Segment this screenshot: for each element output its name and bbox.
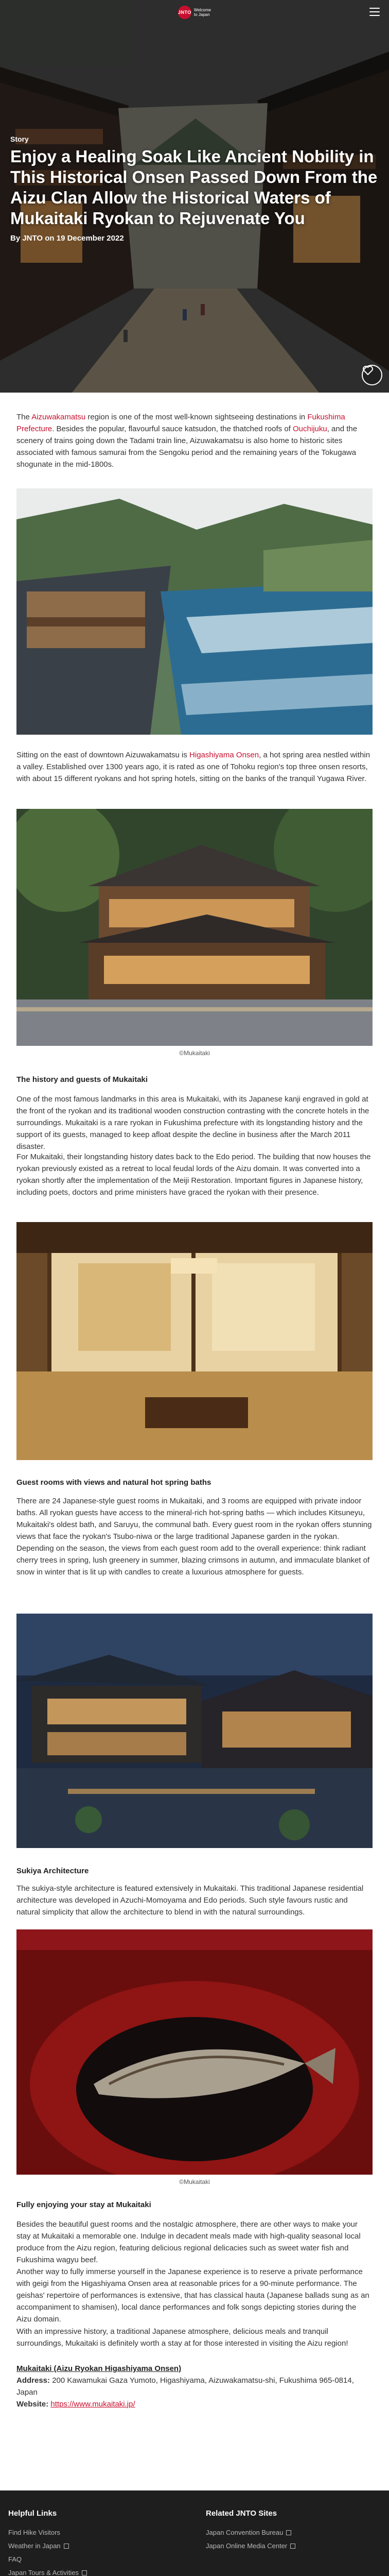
jnto-logo-icon: JNTO <box>178 6 191 19</box>
site-footer <box>0 2490 389 2576</box>
history-paragraph-2: For Mukaitaki, their longstanding history dates back to the Edo period. The building that now houses the ryokan previously existed as a retreat to local feudal lords of the Aizu domain. It was converted into a ryokan shortly after the implementation of the Meiji Restoration. Important figures in Japanese history, including poets, doctors and prime ministers have graced the ryokan with their presence. <box>16 1153 371 1197</box>
location-text-1: Sitting on the east of downtown Aizuwakamatsu is <box>16 751 190 759</box>
higashiyama-onsen-link[interactable]: Higashiyama Onsen <box>189 751 259 759</box>
enjoy-heading: Fully enjoying your stay at Mukaitaki <box>16 2200 151 2209</box>
enjoy-paragraph-3: With an impressive history, a traditional Japanese atmosphere, delicious meals and tranquil surroundings, Mukaitaki is definitely worth a stay at for those interested in visiting the Aizu region! <box>16 2327 348 2348</box>
related-link-0-label: Japan Convention Bureau <box>206 2529 284 2536</box>
ryokan-website <box>16 2398 373 2410</box>
bookmark-button[interactable] <box>362 365 382 385</box>
architecture-heading: Sukiya Architecture <box>16 1867 89 1875</box>
helpful-link-1[interactable] <box>8 2542 69 2550</box>
ouchijuku-link[interactable]: Ouchijuku <box>293 425 327 433</box>
rooms-heading: Guest rooms with views and natural hot spring baths <box>16 1478 211 1487</box>
related-link-1[interactable] <box>206 2542 295 2550</box>
address-value: 200 Kawamukai Gaza Yumoto, Higashiyama, Aizuwakamatsu-shi, Fukushima 965-0814, Japan <box>16 2376 354 2397</box>
address-label: Address: <box>16 2376 52 2385</box>
fukushima-prefecture-link[interactable]: Fukushima Prefecture <box>16 413 345 433</box>
location-text-2: , a hot spring area nestled within a valley. Established over 1300 years ago, it is rated as one of Tohoku region's top three onsen resorts, with about 15 different ryokans and hot spring hotels, sitting on the banks of the tranquil Yugawa River. <box>16 751 370 783</box>
logo-line-1: Welcome <box>193 8 211 12</box>
guest-room-photo <box>16 1222 373 1460</box>
ryokan-name: Mukaitaki (Aizu Ryokan Higashiyama Onsen) <box>16 2364 182 2373</box>
location-paragraph <box>16 749 373 785</box>
history-paragraph-1: One of the most famous landmarks in this area is Mukaitaki, with its Japanese kanji engraved in gold at the front of the ryokan and its traditional wooden construction contrasting with the concrete hotels in the surroundings. Mukaitaki is a rare ryokan in Fukushima prefecture with its longstanding history and the support of its guests, managed to keep afloat despite the decline in business after the March 2011 disaster. <box>16 1095 369 1151</box>
helpful-links-heading: Helpful Links <box>8 2509 57 2518</box>
helpful-link-2[interactable]: FAQ <box>8 2555 22 2563</box>
related-link-1-label: Japan Online Media Center <box>206 2542 288 2550</box>
intro-text-1: The <box>16 413 32 421</box>
related-sites-heading: Related JNTO Sites <box>206 2509 277 2518</box>
architecture-paragraph: The sukiya-style architecture is featured extensively in Mukaitaki. This traditional Japanese residential architecture was developed in Azuchi-Momoyama and Edo periods. Such style favours rustic and natural simplicity that allow the architecture to blend in with the natural surroundings. <box>16 1884 364 1917</box>
enjoy-paragraph-2: Another way to fully immerse yourself in the Japanese experience is to reserve a private performance with geigi from the Higashiyama Onsen area at reasonable prices for a 90-minute performance. The geishas' repertoire of performances is extensive, that has classical hauta (Japanese ballads sung as an accompaniment to shamisen), local dance performances and folk songs depicting stories during the Aizu domain. <box>16 2267 369 2324</box>
heart-icon <box>363 366 373 375</box>
page-title: Enjoy a Healing Soak Like Ancient Nobility in This Historical Onsen Passed Down From the Aizu Clan Allow the Historical Waters of Mukaitaki Ryokan to Rejuvenate You <box>10 147 378 228</box>
hero-banner <box>0 0 389 393</box>
history-heading: The history and guests of Mukaitaki <box>16 1075 148 1084</box>
ryokan-address <box>16 2375 373 2398</box>
article-byline: By JNTO on 19 December 2022 <box>10 234 124 243</box>
ryokan-info-box <box>16 2363 373 2410</box>
ryokan-night-photo <box>16 1614 373 1848</box>
hero-text <box>10 135 379 243</box>
external-link-icon <box>64 2544 69 2549</box>
intro-paragraph <box>16 411 373 470</box>
helpful-link-1-label: Weather in Japan <box>8 2542 61 2550</box>
enjoy-paragraph-1: Besides the beautiful guest rooms and the nostalgic atmosphere, there are other ways to make your stay at Mukaitaki a memorable one. Indulge in decadent meals made with high-quality seasonal local produce from the Aizu region, featuring delicious regional delicacies such as sweet water fish and Fukushima wagyu beef. <box>16 2220 361 2264</box>
rooms-paragraph: There are 24 Japanese-style guest rooms in Mukaitaki, and 3 rooms are equipped with private indoor baths. All ryokan guests have access to the mineral-rich hot-spring baths — which includes Kitsuneyu, Mukaitaki's oldest bath, and Saruyu, the communal bath. Every guest room in the ryokan offers stunning views that face the ryokan's Tsubo-niwa or the large traditional Japanese garden in the ryokan. Depending on the season, the views from each guest room add to the overall experience: think radiant cherry trees in spring, lush greenery in summer, blazing crimsons in autumn, and immaculate blanket of snow in winter that is lit up with candles to create a luxurious atmosphere for guests. <box>16 1497 372 1577</box>
external-link-icon <box>82 2570 87 2575</box>
intro-text-3: . Besides the popular, flavourful sauce katsudon, the thatched roofs of <box>52 425 293 433</box>
exterior-photo-caption: ©Mukaitaki <box>179 1049 210 1057</box>
ryokan-exterior-photo <box>16 809 373 1046</box>
website-link[interactable]: https://www.mukaitaki.jp/ <box>50 2400 135 2409</box>
food-photo-caption: ©Mukaitaki <box>179 2178 210 2185</box>
logo-caption <box>194 8 211 17</box>
intro-text-2: region is one of the most well-known sightseeing destinations in <box>85 413 308 421</box>
site-logo[interactable] <box>178 6 211 19</box>
river-valley-photo <box>16 488 373 735</box>
helpful-link-0[interactable]: Find Hike Visitors <box>8 2529 60 2536</box>
website-label: Website: <box>16 2400 51 2409</box>
helpful-link-3-label: Japan Tours & Activities <box>8 2569 79 2576</box>
hamburger-menu-icon[interactable] <box>369 8 380 16</box>
logo-line-2: to Japan <box>193 12 210 17</box>
grilled-fish-photo <box>16 1929 373 2175</box>
aizuwakamatsu-link[interactable]: Aizuwakamatsu <box>31 413 86 421</box>
external-link-icon <box>290 2544 295 2549</box>
related-link-0[interactable] <box>206 2529 291 2536</box>
site-header <box>0 0 389 25</box>
external-link-icon <box>286 2530 291 2535</box>
helpful-link-3[interactable] <box>8 2569 87 2576</box>
hero-category[interactable]: Story <box>10 135 29 143</box>
intro-text-4: , and the scenery of trains going down the Tadami train line, Aizuwakamatsu is also home to historic sites associated with famous samurai from the Sengoku period and the remaining years of the Tokugawa shogunate in the mid-1800s. <box>16 425 358 469</box>
